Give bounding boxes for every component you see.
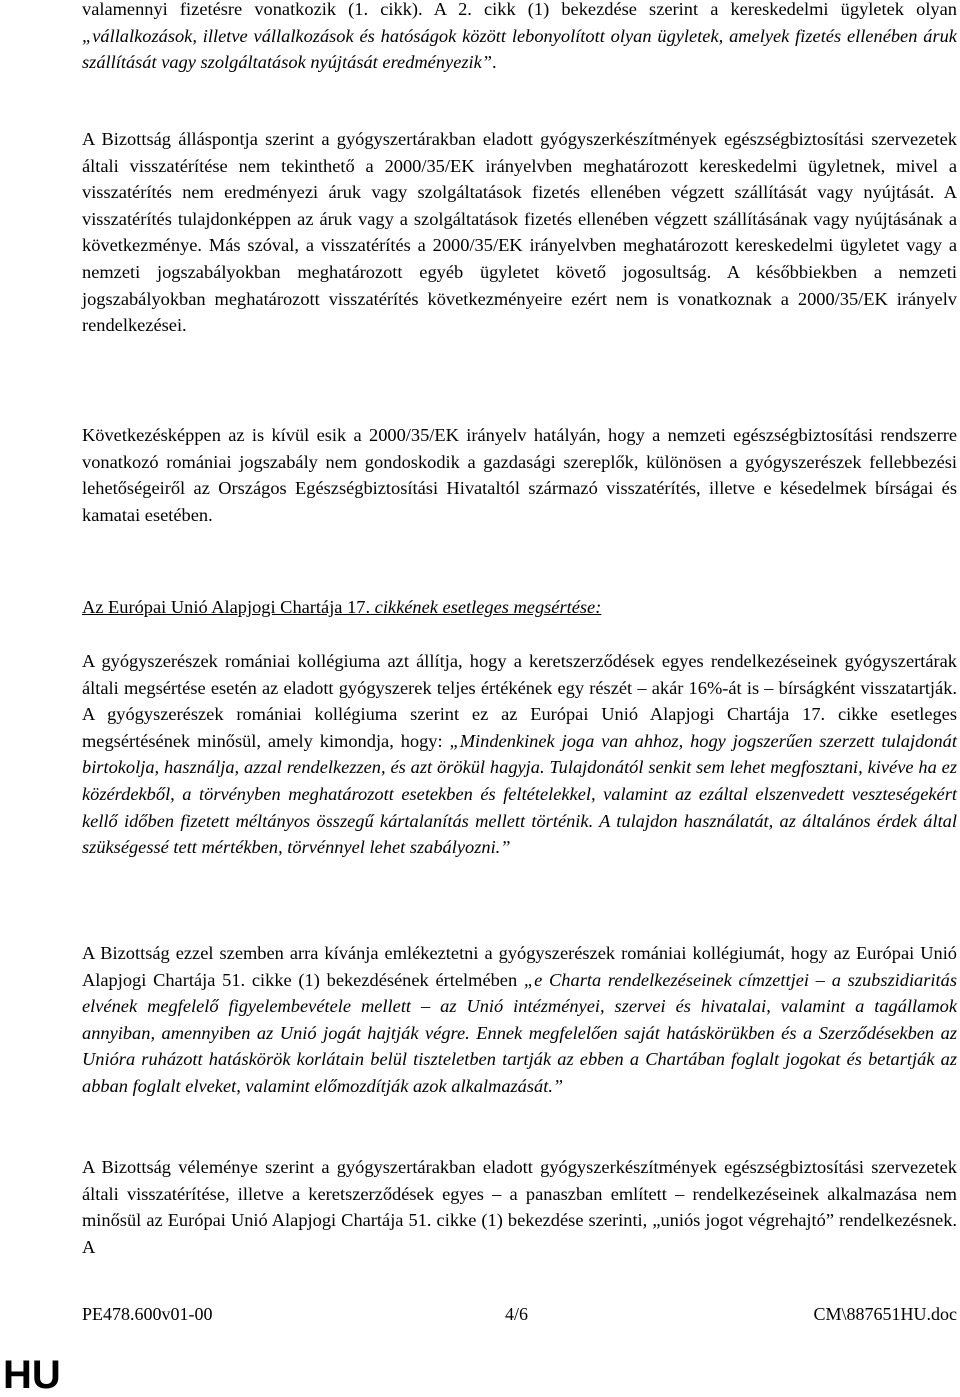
section-heading-part-2: cikkének esetleges megsértése: [370, 597, 602, 617]
paragraph-pharmacists-claim-text: A gyógyszerészek romániai kollégiuma azt állítja, hogy a keretszerződések egyes rendelkezéseinek gyógyszertárak általi megsértése esetén az eladott gyógyszerek teljes értékének egy részét – akár 16%-át is – bírságként visszatartják. A gyógyszerészek romániai kollégiuma szerint ez az Európai Unió Alapjogi Chartája 17. cikke esetleges megsértésének minősül, amely kimondja, hogy: [82, 651, 957, 751]
paragraph-pharmacists-claim [82, 648, 957, 861]
paragraph-intro-line-1: valamennyi fizetésre vonatkozik (1. cikk). A 2. cikk (1) bekezdése szerint a kereskedelmi [82, 0, 829, 19]
paragraph-intro-quote-3: eredményezik” [382, 52, 493, 73]
paragraph-intro [82, 0, 957, 76]
paragraph-commission-position: A Bizottság álláspontja szerint a gyógyszertárakban eladott gyógyszerkészítmények egészségbiztosítási szervezetek általi visszatérítése nem tekinthető a 2000/35/EK irányelvben meghatározott kereskedelmi ügyletnek, mivel a visszatérítés nem eredményezi áruk vagy szolgáltatások fizetés ellenében végzett szállítását vagy nyújtását. A visszatérítés tulajdonképpen az áruk vagy a szolgáltatások fizetés ellenében végzett szállításának vagy nyújtásának a következménye. Más szóval, a visszatérítés a 2000/35/EK irányelvben meghatározott kereskedelmi ügyletet vagy a nemzeti jogszabályokban meghatározott egyéb ügyletet követő jogosultság. A későbbiekben a nemzeti jogszabályokban meghatározott visszatérítés következményeire ezért nem is vonatkoznak a 2000/35/EK irányelv rendelkezései. [82, 129, 957, 336]
paragraph-commission-reminder-text: A Bizottság ezzel szemben arra kívánja emlékeztetni a gyógyszerészek romániai kollégiumát, hogy az Európai Unió Alapjogi Chartája 51. cikke (1) bekezdésének értelmében [82, 943, 957, 990]
footer-reference: PE478.600v01-00 [82, 1304, 213, 1324]
charter-article-17-quote: „Mindenkinek joga van ahhoz, hogy jogszerűen szerzett tulajdonát birtokolja, használja, azzal rendelkezzen, és azt örökül hagyja. Tulajdonától senkit sem lehet megfosztani, kivéve ha ez közérdekből, a törvényben meghatározott esetekben és feltételekkel, valamint az ezáltal elszenvedett veszteségekért kellő időben fizetett méltányos összegű kártalanítás mellett történik. A tulajdon használatát, az általános érdek által szükségessé tett mértékben, törvénnyel lehet szabályozni.” [82, 730, 957, 858]
paragraph-intro-quote-2: ügyletek, amelyek fizetés ellenében áruk szállítását vagy szolgáltatások nyújtását [82, 25, 957, 73]
paragraph-intro-line-2-prefix: ügyletek olyan [840, 0, 957, 19]
section-heading-part-1: Az Európai Unió Alapjogi Chartája 17. [82, 597, 371, 617]
paragraph-intro-quote-1: „vállalkozások, illetve vállalkozások és hatóságok között lebonyolított olyan [82, 25, 652, 46]
footer-file-name: CM\887651HU.doc [813, 1304, 957, 1324]
section-heading [82, 594, 601, 621]
paragraph-commission-reminder [82, 940, 957, 1100]
footer-page-number: 4/6 [505, 1304, 529, 1324]
paragraph-intro-end: . [492, 52, 497, 73]
paragraph-commission-opinion: A Bizottság véleménye szerint a gyógyszertárakban eladott gyógyszerkészítmények egészségbiztosítási szervezetek általi visszatérítése, illetve a keretszerződések egyes – a panaszban említett – rendelkezéseinek alkalmazása nem minősül az Európai Unió Alapjogi Chartája 51. cikke (1) bekezdése szerinti, „uniós jogot végrehajtó” rendelkezésnek. A [82, 1157, 957, 1257]
paragraph-consequently: Következésképpen az is kívül esik a 2000/35/EK irányelv hatályán, hogy a nemzeti egészségbiztosítási rendszerre vonatkozó romániai jogszabály nem gondoskodik a gazdasági szereplők, különösen a gyógyszerészek fellebbezési lehetőségeiről az Országos Egészségbiztosítási Hivataltól származó visszatérítés, illetve e késedelmek bírságai és kamatai esetében. [82, 425, 957, 525]
language-code: HU [3, 1353, 61, 1397]
charter-article-51-quote: „e Charta rendelkezéseinek címzettjei – a szubszidiaritás elvének megfelelő figyelembevétele mellett – az Unió intézményei, szervei és hivatalai, valamint a tagállamok annyiban, amennyiben az Unió jogát hajtják végre. Ennek megfelelően saját hatáskörükben és a Szerződésekben az Unióra ruházott hatáskörök korlátain belül tiszteletben tartják az ebben a Chartában foglalt jogokat és betartják az abban foglalt elveket, valamint előmozdítják azok alkalmazását.” [82, 969, 957, 1096]
